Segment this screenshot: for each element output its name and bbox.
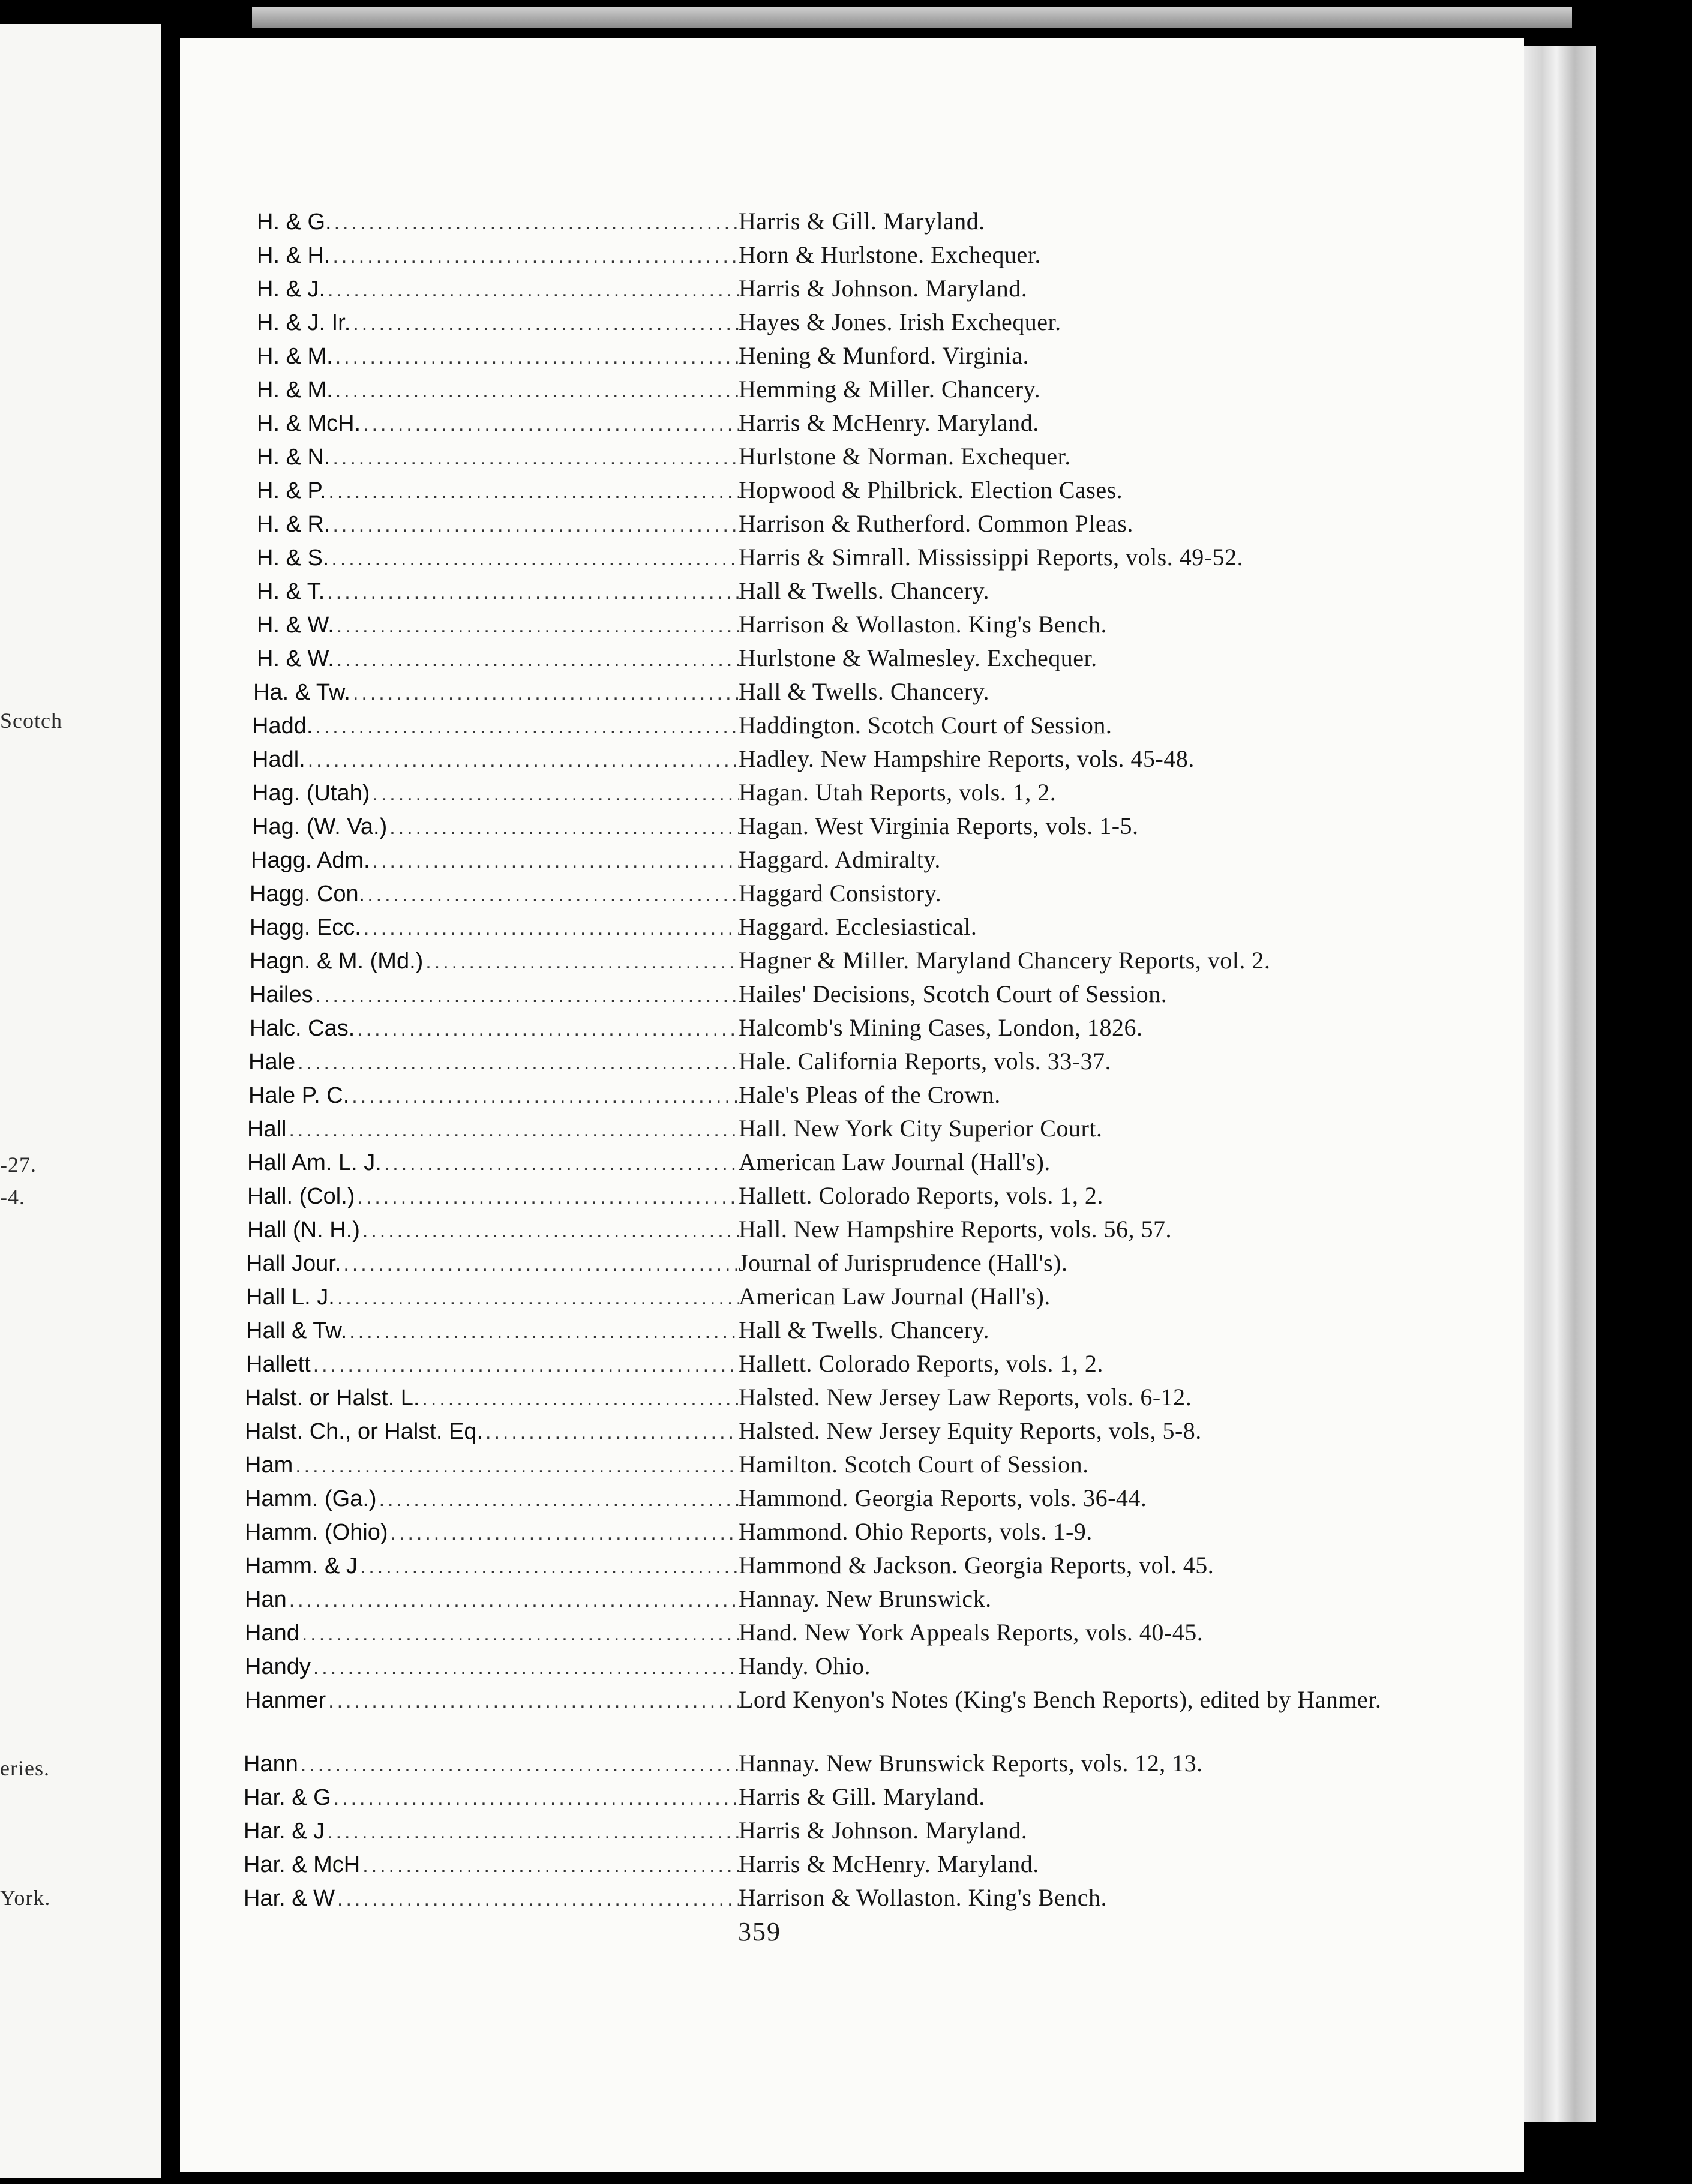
abbreviation: Hamm. (Ohio) [245,1520,388,1545]
report-description: Hammond & Jackson. Georgia Reports, vol. 45. [739,1552,1214,1579]
dot-leader [305,749,739,772]
abbreviation: Hadd. [252,713,313,739]
list-item [244,509,1444,542]
abbreviation: H. & W. [257,646,334,671]
list-item [244,778,1444,811]
list-item [244,1517,1444,1550]
dot-leader [293,1454,739,1478]
page-stack-edge [1524,46,1596,2122]
report-description: Hagan. West Virginia Reports, vols. 1-5. [739,812,1139,839]
report-description: Harris & Gill. Maryland. [739,1783,985,1810]
abbreviation: Hagg. Con. [250,881,365,907]
report-description: Hadley. New Hampshire Reports, vols. 45-48. [739,745,1195,772]
abbreviation: Hadl. [252,747,305,772]
report-description: Hurlstone & Norman. Exchequer. [739,443,1071,470]
report-description: Haggard. Ecclesiastical. [739,913,977,940]
abbreviation: H. & McH. [257,411,361,436]
dot-leader [388,1522,739,1545]
report-description: Hamilton. Scotch Court of Session. [739,1451,1089,1478]
list-item [244,610,1444,643]
list-item [244,979,1444,1013]
list-item [244,542,1444,576]
list-item [244,1382,1444,1416]
dot-leader [313,715,739,739]
abbreviation: H. & T. [257,579,325,604]
dot-leader [365,883,739,907]
report-description: Hallett. Colorado Reports, vols. 1, 2. [739,1182,1103,1209]
dot-leader [330,446,739,470]
list-item [244,1618,1444,1651]
left-page [0,24,161,2178]
dot-leader [355,1018,739,1041]
list-item [244,408,1444,442]
abbreviation: H. & J. [257,277,326,302]
abbreviation: H. & W. [257,613,334,638]
report-description: Hall & Twells. Chancery. [739,678,989,705]
dot-leader [423,950,739,974]
report-description: American Law Journal (Hall's). [739,1148,1051,1175]
list-item [244,1883,1444,1916]
abbreviation: Ha. & Tw. [253,680,350,705]
abbreviation: Hall (N. H.) [247,1217,360,1243]
abbreviation: Hag. (Utah) [252,781,370,806]
list-item [244,1080,1444,1114]
report-description: Hall. New York City Superior Court. [739,1115,1103,1142]
left-page-fragment: Scotch [0,709,62,733]
list-item [244,1416,1444,1450]
right-page [180,38,1524,2172]
list-item [244,1816,1444,1849]
list-item [244,811,1444,845]
dot-leader [325,278,739,302]
list-item [244,744,1444,778]
dot-leader [330,245,739,268]
report-description: Hand. New York Appeals Reports, vols. 40-45. [739,1619,1204,1646]
abbreviation: Hall. (Col.) [247,1184,355,1209]
dot-leader [341,1253,739,1276]
list-item [244,576,1444,610]
abbreviation: H. & H. [257,243,331,268]
left-page-fragment: -4. [0,1185,25,1209]
abbreviation: H. & N. [257,445,331,470]
dot-leader [287,1589,739,1612]
dot-leader [483,1421,739,1444]
dot-leader [325,581,739,604]
report-description: Hening & Munford. Virginia. [739,342,1030,369]
dot-leader [286,1118,739,1142]
dot-leader [387,816,739,839]
dot-leader [331,1787,739,1810]
abbreviation: H. & M. [257,344,333,369]
list-item [244,1181,1444,1214]
report-description: Hemming & Miller. Chancery. [739,376,1041,403]
dot-leader [335,1888,739,1911]
abbreviation: H. & S. [257,545,329,571]
abbreviation: Hall Jour. [246,1251,341,1276]
dot-leader [350,682,739,705]
abbreviation: Hamm. (Ga.) [245,1486,377,1511]
report-description: Hale. California Reports, vols. 33-37. [739,1048,1112,1075]
report-description: Lord Kenyon's Notes (King's Bench Reports), edited by Hanmer. [739,1686,1382,1713]
abbreviation: Har. & J [244,1819,325,1844]
report-description: Harrison & Wollaston. King's Bench. [739,611,1108,638]
abbreviation: Hailes [250,982,313,1007]
dot-leader [360,1219,739,1243]
dot-leader [419,1387,739,1411]
report-description: Harris & McHenry. Maryland. [739,1850,1039,1877]
abbreviation: Har. & McH [244,1852,361,1877]
dot-leader [334,648,739,671]
abbreviation: Halc. Cas. [250,1016,355,1041]
abbreviation: Hag. (W. Va.) [252,814,388,839]
abbreviation: Hall & Tw. [246,1318,347,1343]
list-item [244,1849,1444,1883]
report-description: Harrison & Wollaston. King's Bench. [739,1884,1108,1911]
list-item [244,374,1444,408]
dot-leader [355,1186,739,1209]
abbreviation: Ham [245,1453,293,1478]
report-description: Hopwood & Philbrick. Election Cases. [739,476,1123,503]
abbreviation: Hale P. C. [248,1083,350,1108]
list-item [244,442,1444,475]
list-item [244,1584,1444,1618]
list-item [244,1147,1444,1181]
dot-leader [329,547,739,571]
abbreviation: Hann [244,1751,298,1777]
abbreviation: Hall [247,1117,287,1142]
report-description: Hammond. Georgia Reports, vols. 36-44. [739,1484,1147,1511]
dot-leader [335,1286,739,1310]
dot-leader [326,480,739,503]
abbreviation: Halst. Ch., or Halst. Eq. [245,1419,484,1444]
report-description: Haggard Consistory. [739,880,941,907]
report-description: Halsted. New Jersey Equity Reports, vols, 5-8. [739,1417,1202,1444]
abbreviation-list [244,206,1444,1916]
report-description: Hall & Twells. Chancery. [739,577,989,604]
abbreviation: H. & P. [257,478,326,503]
report-description: Hall & Twells. Chancery. [739,1316,989,1343]
list-item [244,946,1444,979]
list-item [244,206,1444,240]
dot-leader [370,850,739,873]
dot-leader [377,1488,739,1511]
list-item [244,1550,1444,1584]
abbreviation: H. & R. [257,512,331,537]
dot-leader [350,312,739,335]
abbreviation: Hand [245,1621,299,1646]
report-description: Hagan. Utah Reports, vols. 1, 2. [739,779,1057,806]
report-description: Harris & Gill. Maryland. [739,208,985,235]
list-item [244,677,1444,710]
list-item [244,307,1444,341]
abbreviation: Hanmer [245,1688,326,1713]
dot-leader [361,413,739,436]
list-item [244,912,1444,946]
page-number: 359 [738,1917,781,1946]
dot-leader [332,211,739,235]
list-item [244,1349,1444,1382]
abbreviation: H. & G. [257,209,332,235]
report-description: Harris & Simrall. Mississippi Reports, vols. 49-52. [739,544,1244,571]
dot-leader [349,1085,739,1108]
report-description: Handy. Ohio. [739,1652,871,1679]
report-description: Hurlstone & Walmesley. Exchequer. [739,644,1097,671]
left-page-fragment: eries. [0,1756,50,1780]
abbreviation: Hale [248,1049,296,1075]
list-item [244,341,1444,374]
list-item [244,1483,1444,1517]
dot-leader [358,1555,739,1579]
abbreviation: H. & J. Ir. [257,310,351,335]
dot-leader [361,917,739,940]
report-description: Horn & Hurlstone. Exchequer. [739,241,1041,268]
dot-leader [313,984,739,1007]
dot-leader [325,1820,739,1844]
list-item [244,643,1444,677]
list-item [244,1046,1444,1080]
list-item [244,240,1444,274]
book-top-edge [252,7,1572,28]
list-item [244,1282,1444,1315]
list-item [244,475,1444,509]
dot-leader [299,1622,739,1646]
list-item [244,878,1444,912]
list-item [244,710,1444,744]
dot-leader [326,1690,739,1713]
report-description: Haggard. Admiralty. [739,846,941,873]
report-description: Hammond. Ohio Reports, vols. 1-9. [739,1518,1093,1545]
list-item [244,1685,1444,1748]
report-description: Harris & McHenry. Maryland. [739,409,1039,436]
abbreviation: Har. & W [244,1886,335,1911]
report-description: Harrison & Rutherford. Common Pleas. [739,510,1133,537]
list-item [244,1450,1444,1483]
report-description: Hannay. New Brunswick. [739,1585,992,1612]
abbreviation: Hagg. Adm. [251,848,370,873]
left-page-fragment: York. [0,1886,51,1910]
report-description: Harris & Johnson. Maryland. [739,275,1028,302]
report-description: Hayes & Jones. Irish Exchequer. [739,308,1061,335]
list-item [244,1315,1444,1349]
list-item [244,1748,1444,1782]
abbreviation: Hallett [246,1352,311,1377]
dot-leader [298,1753,739,1777]
report-description: Hailes' Decisions, Scotch Court of Session. [739,980,1168,1007]
report-description: Journal of Jurisprudence (Hall's). [739,1249,1068,1276]
dot-leader [360,1854,739,1877]
abbreviation: Hagn. & M. (Md.) [250,949,424,974]
dot-leader [347,1320,739,1343]
abbreviation: Hall L. J. [246,1285,335,1310]
dot-leader [334,614,739,638]
report-description: Haddington. Scotch Court of Session. [739,712,1112,739]
report-description: American Law Journal (Hall's). [739,1283,1051,1310]
dot-leader [333,379,739,403]
report-description: Halsted. New Jersey Law Reports, vols. 6-12. [739,1384,1192,1411]
report-description: Hagner & Miller. Maryland Chancery Reports, vol. 2. [739,947,1271,974]
dot-leader [311,1354,739,1377]
list-item [244,274,1444,307]
list-item [244,1214,1444,1248]
abbreviation: H. & M. [257,377,333,403]
abbreviation: Handy [245,1654,311,1679]
dot-leader [311,1656,739,1679]
report-description: Hale's Pleas of the Crown. [739,1081,1001,1108]
report-description: Hallett. Colorado Reports, vols. 1, 2. [739,1350,1103,1377]
left-page-fragment: -27. [0,1153,37,1177]
list-item [244,1114,1444,1147]
abbreviation: Hamm. & J [245,1553,358,1579]
dot-leader [330,514,739,537]
dot-leader [370,782,739,806]
list-item [244,1013,1444,1046]
abbreviation: Hall Am. L. J. [247,1150,382,1175]
abbreviation: Han [245,1587,287,1612]
dot-leader [295,1051,739,1075]
abbreviation: Hagg. Ecc. [250,915,361,940]
abbreviation: Har. & G [244,1785,331,1810]
report-description: Hall. New Hampshire Reports, vols. 56, 57. [739,1216,1172,1243]
report-description: Harris & Johnson. Maryland. [739,1817,1028,1844]
abbreviation: Halst. or Halst. L. [245,1385,420,1411]
report-description: Halcomb's Mining Cases, London, 1826. [739,1014,1143,1041]
report-description: Hannay. New Brunswick Reports, vols. 12, 13. [739,1750,1203,1777]
list-item [244,1248,1444,1282]
list-item [244,1782,1444,1816]
dot-leader [382,1152,739,1175]
list-item [244,1651,1444,1685]
list-item [244,845,1444,878]
dot-leader [333,346,739,369]
